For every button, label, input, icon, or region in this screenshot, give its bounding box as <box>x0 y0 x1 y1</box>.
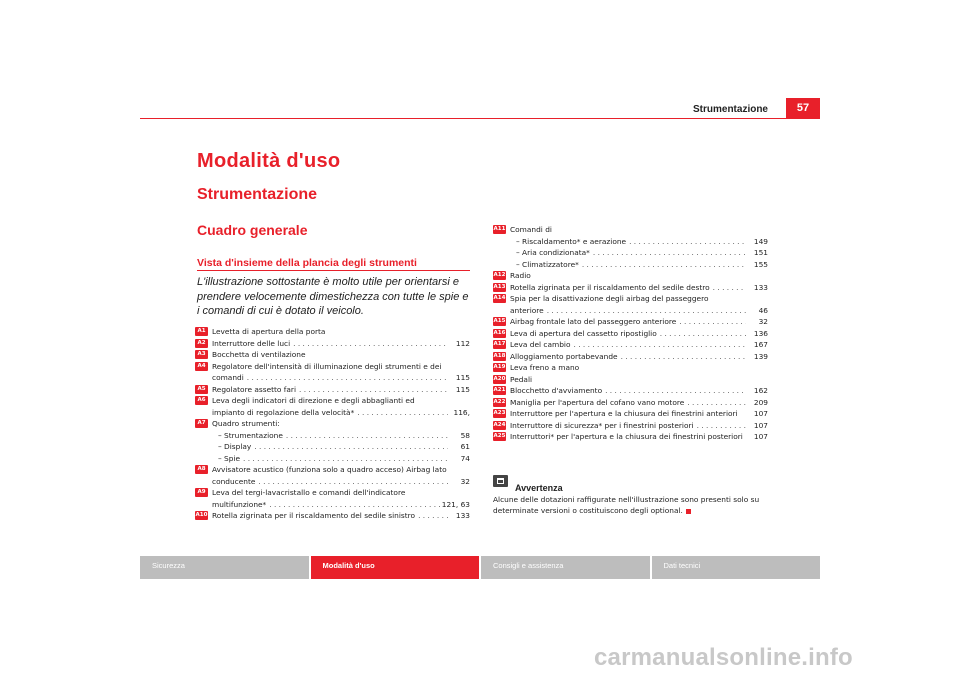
legend-line <box>510 328 768 340</box>
leader-dots <box>657 328 746 340</box>
legend-item <box>195 349 470 361</box>
legend-number-badge: A10 <box>195 512 208 518</box>
leader-dots <box>441 361 470 373</box>
legend-line <box>510 374 768 386</box>
legend-line <box>510 270 768 282</box>
legend-text: Regolatore assetto fari <box>212 384 297 394</box>
legend-number-badge: A21 <box>493 387 506 393</box>
legend-text: – Climatizzatore* <box>516 259 579 269</box>
legend-line <box>510 293 768 305</box>
legend-line <box>510 431 768 443</box>
legend-number-badge: A12 <box>493 272 506 278</box>
legend-item <box>195 510 470 522</box>
page-reference[interactable]: 136 <box>753 328 768 338</box>
legend-item <box>195 326 470 338</box>
legend-line <box>510 259 768 271</box>
leader-dots <box>738 408 746 420</box>
legend-text: Airbag frontale lato del passeggero anteriore <box>510 317 677 326</box>
legend-text: Interruttori* per l'apertura e la chiusura dei finestrini posteriori <box>510 432 743 441</box>
legend-item <box>493 316 768 328</box>
legend-line <box>212 499 470 511</box>
legend-line <box>510 420 768 432</box>
legend-item <box>493 385 768 397</box>
page-reference[interactable]: 139 <box>753 351 768 361</box>
leader-dots <box>531 270 768 282</box>
leader-dots <box>306 349 470 361</box>
legend-item <box>493 374 768 386</box>
legend-line <box>212 326 470 338</box>
legend-number-badge: A5 <box>195 385 208 394</box>
legend-text: Leva freno a mano <box>510 363 580 372</box>
legend-number-badge: A15 <box>493 318 506 324</box>
legend-line <box>212 441 470 453</box>
page-reference[interactable]: 58 <box>460 430 470 440</box>
legend-number-badge: A24 <box>493 421 506 428</box>
leader-dots <box>280 418 470 430</box>
legend-text: anteriore <box>510 305 544 315</box>
legend-number-badge: A3 <box>195 350 208 359</box>
legend-number-badge: A11 <box>493 226 506 232</box>
page-reference[interactable]: 149 <box>753 236 768 246</box>
page-reference[interactable]: 151 <box>753 248 768 257</box>
legend-text: Interruttore delle luci <box>212 338 291 348</box>
page-reference[interactable]: 162 <box>753 386 768 395</box>
page-reference[interactable]: 61 <box>460 442 470 451</box>
leader-dots <box>684 397 746 409</box>
legend-line <box>510 247 768 259</box>
leader-dots <box>447 464 470 476</box>
legend-item <box>493 420 768 432</box>
legend-text: Comandi di <box>510 225 552 234</box>
legend-item <box>493 328 768 340</box>
legend-line <box>510 224 768 236</box>
legend-line <box>212 510 470 522</box>
note-text-body: Alcune delle dotazioni raffigurate nell'illustrazione sono presenti solo su determinate versioni o costituiscono degli optional. <box>493 495 760 515</box>
page-reference[interactable]: 116, <box>453 407 470 417</box>
legend-line <box>510 362 768 374</box>
page-reference[interactable]: 112 <box>455 338 470 348</box>
page-reference[interactable]: 133 <box>455 511 470 520</box>
page-reference[interactable]: 107 <box>753 409 768 418</box>
legend-line <box>212 418 470 430</box>
legend-number-badge: A2 <box>195 339 208 348</box>
legend-line <box>212 338 470 350</box>
legend-line <box>212 464 470 476</box>
legend-number-badge: A1 <box>195 327 208 336</box>
legend-text: multifunzione* <box>212 499 267 509</box>
legend-number-badge: A16 <box>493 329 506 336</box>
leader-dots <box>240 453 448 465</box>
section-title: Strumentazione <box>197 186 318 203</box>
legend-text: Leva del cambio <box>510 340 571 349</box>
leader-dots <box>532 374 768 386</box>
legend-item <box>493 293 768 316</box>
page-reference[interactable]: 107 <box>753 432 768 441</box>
note-title: Avvertenza <box>515 483 563 493</box>
legend-text: Radio <box>510 271 531 280</box>
legend-text: – Spie <box>218 453 241 463</box>
legend-text: Alloggiamento portabevande <box>510 351 618 361</box>
footer-tab[interactable]: Sicurezza <box>140 556 309 579</box>
legend-item <box>493 431 768 443</box>
legend-line <box>212 361 470 373</box>
header-rule <box>140 118 820 119</box>
leader-dots <box>251 441 448 453</box>
legend-item <box>493 408 768 420</box>
legend-number-badge: A7 <box>195 419 208 428</box>
leader-dots <box>255 476 448 488</box>
watermark: carmanualsonline.info <box>594 644 853 671</box>
topic-title: Vista d'insieme della plancia degli strumenti <box>197 257 417 269</box>
legend-text: Leva degli indicatori di direzione e degli abbaglianti ed <box>212 396 415 405</box>
topic-rule <box>197 270 470 271</box>
leader-dots <box>544 305 746 317</box>
legend-text: Quadro strumenti: <box>212 419 280 428</box>
footer-tab[interactable]: Consigli e assistenza <box>481 556 650 579</box>
page-reference[interactable]: 32 <box>460 476 470 486</box>
leader-dots <box>415 395 470 407</box>
legend-text: – Aria condizionata* <box>516 248 590 257</box>
legend-number-badge: A13 <box>493 283 506 290</box>
legend-item <box>195 464 470 487</box>
legend-line <box>510 305 768 317</box>
legend-line <box>510 339 768 351</box>
legend-line <box>212 453 470 465</box>
legend-text: Pedali <box>510 374 533 384</box>
leader-dots <box>694 420 746 432</box>
legend-line <box>510 316 768 328</box>
footer-tab[interactable]: Modalità d'uso <box>311 556 480 579</box>
page-number-badge <box>786 98 820 118</box>
legend-number-badge: A23 <box>493 410 506 416</box>
legend-line <box>212 395 470 407</box>
legend-item <box>493 339 768 351</box>
leader-dots <box>710 282 746 294</box>
page-number: 57 <box>796 102 810 114</box>
legend-item <box>493 351 768 363</box>
legend-line <box>212 384 470 396</box>
legend-item <box>493 362 768 374</box>
legend-line <box>212 430 470 442</box>
legend-line <box>212 407 470 419</box>
legend-line <box>510 408 768 420</box>
legend-text: comandi <box>212 373 244 382</box>
legend-text: – Strumentazione <box>218 430 283 440</box>
legend-item <box>195 487 470 510</box>
legend-number-badge: A22 <box>493 398 506 405</box>
page-reference[interactable]: 155 <box>753 259 768 269</box>
legend-line <box>510 397 768 409</box>
leader-dots <box>283 430 448 442</box>
leader-dots <box>618 351 746 363</box>
legend-item <box>195 395 470 418</box>
subsection-title: Cuadro generale <box>197 222 308 238</box>
legend-number-badge: A19 <box>493 364 506 370</box>
legend-text: Maniglia per l'apertura del cofano vano motore <box>510 397 685 407</box>
page-reference[interactable]: 167 <box>753 340 768 349</box>
leader-dots <box>590 247 746 259</box>
legend-line <box>510 282 768 294</box>
page-reference[interactable]: 115 <box>455 373 470 382</box>
leader-dots <box>626 236 746 248</box>
running-header-title: Strumentazione <box>692 104 768 115</box>
legend-text: Interruttore di sicurezza* per i finestrini posteriori <box>510 420 694 430</box>
legend-number-badge: A18 <box>493 352 506 359</box>
leader-dots <box>354 407 448 419</box>
legend-text: Blocchetto d'avviamento <box>510 386 603 395</box>
leader-dots <box>266 499 442 511</box>
legend-text: Bocchetta di ventilazione <box>212 350 306 359</box>
leader-dots <box>415 510 448 522</box>
leader-dots <box>579 362 768 374</box>
legend-text: Rotella zigrinata per il riscaldamento del sedile destro <box>510 282 710 292</box>
legend-number-badge: A4 <box>195 362 208 371</box>
leader-dots <box>676 316 746 328</box>
legend-line <box>510 236 768 248</box>
footer-nav <box>140 556 820 579</box>
legend-item <box>493 224 768 270</box>
leader-dots <box>571 339 747 351</box>
intro-paragraph: L'illustrazione sottostante è molto utile per orientarsi e prendere velocemente dimestichezza con tutte le spie e i comandi di cui è dotato il veicolo. <box>197 276 469 317</box>
legend-line <box>510 385 768 397</box>
legend-number-badge: A9 <box>195 488 208 497</box>
legend-item <box>195 338 470 350</box>
legend-number-badge: A25 <box>493 433 506 439</box>
chapter-title: Modalità d'uso <box>197 150 341 172</box>
legend-item <box>493 270 768 282</box>
page-reference[interactable]: 115 <box>455 384 470 394</box>
legend-text: Spia per la disattivazione degli airbag del passeggero <box>510 294 709 303</box>
legend-item <box>195 384 470 396</box>
leader-dots <box>325 326 470 338</box>
legend-item <box>493 397 768 409</box>
legend-text: Avvisatore acustico (funziona solo a quadro acceso) Airbag lato <box>212 465 447 474</box>
leader-dots <box>579 259 746 271</box>
legend-text: – Display <box>218 442 252 451</box>
legend-item <box>195 361 470 384</box>
page-reference[interactable]: 74 <box>460 453 470 463</box>
note-text <box>493 494 768 516</box>
legend-text: Rotella zigrinata per il riscaldamento del sedile sinistro <box>212 511 416 520</box>
legend-number-badge: A14 <box>493 295 506 301</box>
legend-text: impianto di regolazione della velocità* <box>212 407 355 417</box>
note-icon <box>493 475 508 487</box>
legend-item <box>493 282 768 294</box>
end-mark <box>686 509 691 514</box>
page-reference[interactable]: 32 <box>758 317 768 326</box>
legend-text: – Riscaldamento* e aerazione <box>516 236 627 246</box>
legend-text: Levetta di apertura della porta <box>212 327 326 336</box>
page-reference[interactable]: 107 <box>753 420 768 430</box>
page-reference[interactable]: 133 <box>753 282 768 292</box>
leader-dots <box>709 293 769 305</box>
legend-line <box>510 351 768 363</box>
leader-dots <box>244 372 448 384</box>
leader-dots <box>552 224 768 236</box>
legend-item <box>195 418 470 464</box>
legend-line <box>212 476 470 488</box>
page-reference[interactable]: 121, 63 <box>441 499 470 509</box>
legend-text: Leva di apertura del cassetto ripostiglio <box>510 328 657 338</box>
leader-dots <box>602 385 746 397</box>
leader-dots <box>405 487 470 499</box>
legend-text: conducente <box>212 476 256 486</box>
legend-number-badge: A20 <box>493 375 506 382</box>
legend-line <box>212 372 470 384</box>
legend-list-right <box>493 224 768 443</box>
footer-tab[interactable]: Dati tecnici <box>652 556 821 579</box>
page-reference[interactable]: 46 <box>758 305 768 315</box>
page-reference[interactable]: 209 <box>753 397 768 407</box>
leader-dots <box>296 384 448 396</box>
legend-line <box>212 349 470 361</box>
legend-text: Leva del tergi-lavacristallo e comandi dell'indicatore <box>212 488 406 497</box>
legend-text: Interruttore per l'apertura e la chiusura dei finestrini anteriori <box>510 409 738 418</box>
legend-number-badge: A6 <box>195 396 208 405</box>
legend-text: Regolatore dell'intensità di illuminazione degli strumenti e dei <box>212 361 442 371</box>
legend-number-badge: A17 <box>493 341 506 347</box>
legend-number-badge: A8 <box>195 465 208 474</box>
leader-dots <box>290 338 448 350</box>
legend-line <box>212 487 470 499</box>
legend-list-left <box>195 326 470 522</box>
